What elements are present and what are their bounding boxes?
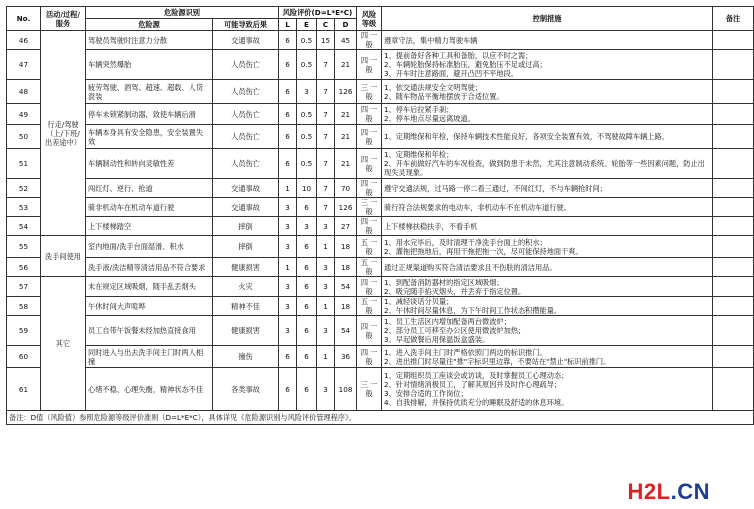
cell-E: 0.5 xyxy=(297,104,317,125)
cell-remark xyxy=(713,80,754,104)
table-row xyxy=(7,149,754,179)
cell-E: 10 xyxy=(297,179,317,198)
risk-grade: 五 xyxy=(360,297,369,306)
cell-L: 6 xyxy=(279,368,297,411)
cell-remark xyxy=(713,277,754,297)
cell-D: 126 xyxy=(335,80,357,104)
cell-D: 18 xyxy=(335,258,357,277)
cell-no: 51 xyxy=(7,149,41,179)
cell-C: 3 xyxy=(317,217,335,236)
cell-no: 46 xyxy=(7,31,41,50)
cell-C: 7 xyxy=(317,80,335,104)
risk-level: 一般 xyxy=(365,217,378,235)
cell-E: 6 xyxy=(297,258,317,277)
risk-level: 一般 xyxy=(365,321,378,340)
header-hazard: 危险源 xyxy=(86,19,213,31)
cell-no: 55 xyxy=(7,236,41,258)
cell-E: 0.5 xyxy=(297,125,317,149)
cell-D: 54 xyxy=(335,277,357,297)
risk-level: 一般 xyxy=(365,347,378,366)
cell-remark xyxy=(713,125,754,149)
cell-C: 1 xyxy=(317,346,335,368)
cell-control: 1、员工生活区内增加配备两台微波炉； 2、部分员工可移至办公区使用微波炉加热； 3、早起做餐后用保温饭盒盛装。 xyxy=(382,316,713,346)
cell-hazard: 洗手液/洗洁精等清洁用品不符合要求 xyxy=(86,258,213,277)
cell-L: 3 xyxy=(279,277,297,297)
cell-level xyxy=(357,368,382,411)
risk-grade: 三 xyxy=(360,82,369,92)
cell-E: 6 xyxy=(297,368,317,411)
cell-consequence: 摔倒 xyxy=(213,236,279,258)
cell-hazard: 未在规定区域吸烟，随手乱丢烟头 xyxy=(86,277,213,297)
cell-consequence: 人员伤亡 xyxy=(213,104,279,125)
table-row xyxy=(7,277,754,297)
risk-grade: 四 xyxy=(360,277,369,287)
cell-C: 3 xyxy=(317,316,335,346)
cell-D: 54 xyxy=(335,316,357,346)
cell-D: 18 xyxy=(335,297,357,316)
cell-hazard: 心绪不稳、心理失衡，精神状态不佳 xyxy=(86,368,213,411)
cell-remark xyxy=(713,297,754,316)
risk-grade: 四 xyxy=(360,31,369,40)
cell-remark xyxy=(713,316,754,346)
cell-E: 6 xyxy=(297,277,317,297)
cell-E: 6 xyxy=(297,316,317,346)
activity-group-cell: 其它 xyxy=(41,277,86,411)
cell-control: 1、定期组织员工座谈会或访谈，及时掌握员工心理动态； 2、针对情绪消极员工，了解其原因并及时作心理疏导； 3、安排合适的工作岗位； 4、自我排解，并保持优质充分的睡眠及舒适的休息环境。 xyxy=(382,368,713,411)
cell-D: 70 xyxy=(335,179,357,198)
header-control: 控制措施 xyxy=(382,7,713,31)
table-row xyxy=(7,31,754,50)
cell-no: 48 xyxy=(7,80,41,104)
cell-level xyxy=(357,80,382,104)
table-row xyxy=(7,179,754,198)
risk-level: 一般 xyxy=(365,277,378,296)
risk-grade: 四 xyxy=(360,105,369,114)
cell-L: 6 xyxy=(279,346,297,368)
cell-level xyxy=(357,31,382,50)
cell-hazard: 停车未锁紧制动器，致使车辆后滑 xyxy=(86,104,213,125)
watermark-part-1: H2L xyxy=(627,479,671,504)
cell-C: 7 xyxy=(317,104,335,125)
cell-hazard: 室内地面/洗手台面湿滑、积水 xyxy=(86,236,213,258)
cell-D: 21 xyxy=(335,125,357,149)
cell-level xyxy=(357,297,382,316)
cell-L: 3 xyxy=(279,297,297,316)
risk-level: 一般 xyxy=(365,105,378,123)
cell-level xyxy=(357,236,382,258)
cell-level xyxy=(357,198,382,217)
cell-remark xyxy=(713,236,754,258)
cell-L: 6 xyxy=(279,104,297,125)
activity-group-cell: 行走/驾驶（上/下班/出差途中） xyxy=(41,31,86,236)
cell-control: 通过正规渠道购买符合清洁要求且不伤肤的清洁用品。 xyxy=(382,258,713,277)
cell-C: 3 xyxy=(317,258,335,277)
cell-remark xyxy=(713,217,754,236)
cell-hazard: 疲劳驾驶、酒驾、超速、超载、人货混装 xyxy=(86,80,213,104)
cell-remark xyxy=(713,368,754,411)
cell-C: 7 xyxy=(317,50,335,80)
risk-assessment-table xyxy=(6,6,754,425)
risk-level: 一般 xyxy=(365,258,378,276)
cell-L: 3 xyxy=(279,198,297,217)
cell-hazard: 员工自带午饭餐未经加热直接食用 xyxy=(86,316,213,346)
cell-remark xyxy=(713,31,754,50)
cell-hazard: 车辆制动性和转向灵敏性差 xyxy=(86,149,213,179)
cell-E: 3 xyxy=(297,217,317,236)
cell-remark xyxy=(713,104,754,125)
cell-control: 上下楼梯扶稳扶手，不看手机 xyxy=(382,217,713,236)
table-row xyxy=(7,297,754,316)
cell-no: 49 xyxy=(7,104,41,125)
cell-consequence: 火灾 xyxy=(213,277,279,297)
risk-grade: 四 xyxy=(360,55,369,65)
cell-consequence: 人员伤亡 xyxy=(213,50,279,80)
header-L: L xyxy=(279,19,297,31)
risk-level: 一般 xyxy=(365,198,378,216)
risk-level: 一般 xyxy=(365,297,378,315)
cell-hazard: 上下楼梯踏空 xyxy=(86,217,213,236)
cell-control: 1、减轻谈话分贝量； 2、午休时间尽量休息，为下午时间工作状态积攒能量。 xyxy=(382,297,713,316)
risk-level: 一般 xyxy=(365,154,378,173)
cell-level xyxy=(357,125,382,149)
cell-remark xyxy=(713,258,754,277)
cell-hazard: 车辆本身具有安全隐患，安全装置失效 xyxy=(86,125,213,149)
cell-D: 126 xyxy=(335,198,357,217)
cell-D: 36 xyxy=(335,346,357,368)
cell-remark xyxy=(713,179,754,198)
cell-no: 58 xyxy=(7,297,41,316)
cell-C: 3 xyxy=(317,368,335,411)
risk-grade: 四 xyxy=(360,154,369,164)
cell-no: 59 xyxy=(7,316,41,346)
cell-L: 1 xyxy=(279,258,297,277)
cell-control: 1、定期维保和年检，保持车辆技术性能良好，各项安全装置有效，不驾驶故障车辆上路。 xyxy=(382,125,713,149)
cell-C: 7 xyxy=(317,198,335,217)
cell-no: 54 xyxy=(7,217,41,236)
cell-L: 6 xyxy=(279,125,297,149)
cell-control: 1、用水完毕后，及时清理干净洗手台面上的积水； 2、灌拖把拖地后，再用干拖把拖一次，尽可能保持地面干爽。 xyxy=(382,236,713,258)
table-row xyxy=(7,258,754,277)
cell-hazard: 午休时间大声喧哗 xyxy=(86,297,213,316)
cell-L: 3 xyxy=(279,316,297,346)
cell-no: 47 xyxy=(7,50,41,80)
cell-E: 6 xyxy=(297,236,317,258)
risk-level: 一般 xyxy=(365,82,378,101)
cell-no: 57 xyxy=(7,277,41,297)
cell-hazard: 车辆突然爆胎 xyxy=(86,50,213,80)
cell-control: 1、提前备好各种工具和备胎，以应不时之需； 2、车辆轮胎保持标准胎压，避免胎压不足或过高； 3、开车时注意路面，避开凸凹不平地段。 xyxy=(382,50,713,80)
risk-grade: 三 xyxy=(360,198,369,207)
cell-E: 0.5 xyxy=(297,149,317,179)
cell-L: 3 xyxy=(279,217,297,236)
activity-group-cell: 洗手间使用 xyxy=(41,236,86,277)
cell-no: 61 xyxy=(7,368,41,411)
table-row xyxy=(7,125,754,149)
risk-grade: 五 xyxy=(360,237,369,247)
cell-L: 6 xyxy=(279,31,297,50)
cell-remark xyxy=(713,198,754,217)
cell-consequence: 摔倒 xyxy=(213,217,279,236)
table-row xyxy=(7,316,754,346)
cell-L: 6 xyxy=(279,80,297,104)
cell-E: 0.5 xyxy=(297,50,317,80)
cell-consequence: 人员伤亡 xyxy=(213,125,279,149)
header-remark: 备注 xyxy=(713,7,754,31)
risk-level: 一般 xyxy=(365,55,378,74)
cell-D: 21 xyxy=(335,149,357,179)
cell-level xyxy=(357,277,382,297)
cell-no: 60 xyxy=(7,346,41,368)
cell-hazard: 同时进入与出去洗手间主门时两人相撞 xyxy=(86,346,213,368)
cell-control: 骑行符合法规要求的电动车，非机动车不在机动车道行驶。 xyxy=(382,198,713,217)
cell-consequence: 人员伤亡 xyxy=(213,80,279,104)
site-watermark xyxy=(628,479,710,505)
risk-grade: 四 xyxy=(360,347,369,357)
risk-grade: 四 xyxy=(360,217,369,226)
header-hazard-group: 危险源识别 xyxy=(86,7,279,19)
risk-grade: 四 xyxy=(360,179,369,188)
cell-D: 108 xyxy=(335,368,357,411)
cell-E: 6 xyxy=(297,346,317,368)
cell-level xyxy=(357,104,382,125)
cell-consequence: 各类事故 xyxy=(213,368,279,411)
risk-level: 一般 xyxy=(365,237,378,256)
cell-consequence: 交通事故 xyxy=(213,31,279,50)
cell-C: 7 xyxy=(317,179,335,198)
cell-no: 56 xyxy=(7,258,41,277)
cell-C: 15 xyxy=(317,31,335,50)
header-consequence: 可能导致后果 xyxy=(213,19,279,31)
cell-consequence: 交通事故 xyxy=(213,179,279,198)
cell-control: 遵章守法，集中精力驾驶车辆 xyxy=(382,31,713,50)
cell-control: 1、依交通法规安全文明驾驶； 2、随车物品平衡地摆放于合适位置。 xyxy=(382,80,713,104)
cell-D: 18 xyxy=(335,236,357,258)
risk-level: 一般 xyxy=(365,127,378,146)
header-level: 风险等级 xyxy=(357,7,382,31)
cell-C: 1 xyxy=(317,297,335,316)
watermark-part-2: .CN xyxy=(670,479,710,504)
cell-control: 1、进入洗手间主门时严格依照门两边的标识推门。 2、进出推门时尽量往"推"字标识里边靠，不要站在"禁止"标识前推门。 xyxy=(382,346,713,368)
table-row xyxy=(7,80,754,104)
cell-consequence: 人员伤亡 xyxy=(213,149,279,179)
cell-consequence: 健康损害 xyxy=(213,316,279,346)
table-row xyxy=(7,198,754,217)
cell-D: 45 xyxy=(335,31,357,50)
cell-C: 7 xyxy=(317,149,335,179)
risk-grade: 三 xyxy=(360,380,369,389)
cell-consequence: 撞伤 xyxy=(213,346,279,368)
cell-E: 6 xyxy=(297,198,317,217)
cell-no: 53 xyxy=(7,198,41,217)
cell-control: 1、停车后拉紧手刹； 2、停车地点尽量远离坡道。 xyxy=(382,104,713,125)
cell-remark xyxy=(713,149,754,179)
cell-level xyxy=(357,346,382,368)
risk-level: 一般 xyxy=(365,179,378,197)
cell-L: 1 xyxy=(279,179,297,198)
risk-grade: 四 xyxy=(360,127,369,137)
header-E: E xyxy=(297,19,317,31)
cell-E: 0.5 xyxy=(297,31,317,50)
header-activity: 活动/过程/服务 xyxy=(41,7,86,31)
table-row xyxy=(7,236,754,258)
table-note: 备注：D值（风险值）参照危险源等级评价准则（D=L*E*C），具体详见《危险源识别与风险评价管理程序》。 xyxy=(7,411,754,425)
header-risk-group: 风险评价(D=L*E*C) xyxy=(279,7,357,19)
cell-level xyxy=(357,258,382,277)
cell-control: 1、定期维保和年检； 2、开车前做好汽车的车况检查，做到防患于未然，尤其注意制动系统、轮胎等一些因素问题，防止出现失灵现象。 xyxy=(382,149,713,179)
header-C: C xyxy=(317,19,335,31)
cell-level xyxy=(357,50,382,80)
cell-C: 1 xyxy=(317,236,335,258)
cell-remark xyxy=(713,50,754,80)
cell-D: 21 xyxy=(335,104,357,125)
cell-consequence: 健康损害 xyxy=(213,258,279,277)
header-D: D xyxy=(335,19,357,31)
cell-L: 6 xyxy=(279,149,297,179)
cell-L: 3 xyxy=(279,236,297,258)
cell-D: 21 xyxy=(335,50,357,80)
risk-level: 一般 xyxy=(365,380,378,398)
risk-grade: 四 xyxy=(360,321,369,331)
cell-remark xyxy=(713,346,754,368)
table-row xyxy=(7,104,754,125)
cell-level xyxy=(357,179,382,198)
table-row xyxy=(7,217,754,236)
cell-E: 6 xyxy=(297,297,317,316)
cell-level xyxy=(357,217,382,236)
cell-hazard: 驾驶员驾驶时注意力分散 xyxy=(86,31,213,50)
risk-level: 一般 xyxy=(365,31,378,49)
cell-C: 7 xyxy=(317,125,335,149)
cell-no: 52 xyxy=(7,179,41,198)
cell-consequence: 交通事故 xyxy=(213,198,279,217)
header-no: No. xyxy=(7,7,41,31)
cell-no: 50 xyxy=(7,125,41,149)
cell-consequence: 精神不佳 xyxy=(213,297,279,316)
cell-E: 3 xyxy=(297,80,317,104)
table-row xyxy=(7,50,754,80)
table-row xyxy=(7,346,754,368)
cell-level xyxy=(357,149,382,179)
cell-level xyxy=(357,316,382,346)
cell-control: 遵守交通法规，过马路一停二看三通过，不闯红灯，不与车辆抢时间； xyxy=(382,179,713,198)
cell-L: 6 xyxy=(279,50,297,80)
cell-D: 27 xyxy=(335,217,357,236)
table-row xyxy=(7,368,754,411)
cell-C: 3 xyxy=(317,277,335,297)
cell-hazard: 闯红灯、逆行、抢道 xyxy=(86,179,213,198)
cell-control: 1、到配备消防器材的指定区域吸烟； 2、吸完随手掐灭烟头，并丢弃于指定位置。 xyxy=(382,277,713,297)
cell-hazard: 骑非机动车在机动车道行驶 xyxy=(86,198,213,217)
risk-grade: 五 xyxy=(360,258,369,267)
